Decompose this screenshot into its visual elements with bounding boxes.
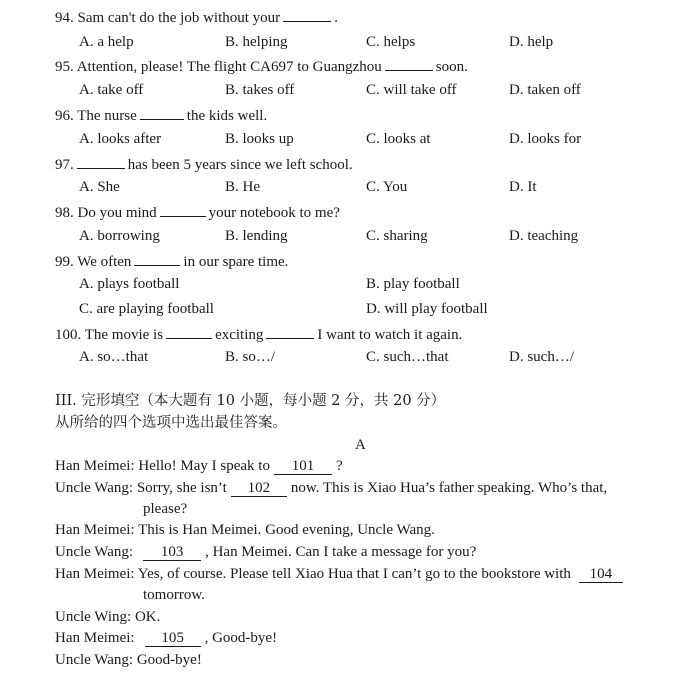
question-text: has been 5 years since we left school. (127, 157, 353, 173)
question-text: in our spare time. (183, 254, 289, 270)
option-b: B. takes off (225, 82, 295, 98)
option-b: B. so…/ (225, 349, 276, 365)
question-number: 95. (55, 59, 74, 75)
question-text: the kids well. (186, 108, 268, 124)
section-instruction: 从所给的四个选项中选出最佳答案。 (55, 415, 287, 431)
question-text: your notebook to me? (208, 205, 340, 221)
answer-blank (134, 251, 180, 266)
option-b: B. looks up (225, 131, 294, 147)
dialogue-text: , Han Meimei. Can I take a message for you? (205, 544, 477, 560)
dialogue-text: Yes, of course. Please tell Xiao Hua that I can’t go to the bookstore with (137, 566, 571, 582)
option-b: B. play football (366, 276, 460, 292)
dialogue-text: Good-bye! (136, 652, 202, 668)
question-text: exciting (215, 327, 264, 343)
answer-blank (385, 56, 433, 71)
dialogue-line (55, 457, 343, 475)
answer-blank (166, 324, 212, 339)
speaker: Han Meimei: (55, 458, 135, 474)
question-98 (55, 202, 340, 222)
option-c: C. are playing football (79, 301, 214, 317)
option-d: D. teaching (509, 228, 579, 244)
answer-blank (77, 154, 125, 169)
option-c: C. sharing (366, 228, 428, 244)
dialogue-text: Sorry, she isn’t (136, 480, 227, 496)
dialogue-line (55, 608, 160, 626)
question-100 (55, 324, 462, 344)
dialogue-text: OK. (134, 609, 161, 625)
option-b: B. lending (225, 228, 288, 244)
question-text: soon. (435, 59, 468, 75)
question-96 (55, 105, 267, 125)
question-94 (55, 7, 338, 27)
option-d: D. will play football (366, 301, 488, 317)
question-text: . (334, 10, 338, 26)
passage-label: A (355, 437, 366, 453)
option-c: C. looks at (366, 131, 431, 147)
answer-blank (140, 105, 184, 120)
question-95 (55, 56, 468, 76)
question-text: Sam can't do the job without your (77, 10, 281, 26)
dialogue-text: ? (335, 458, 343, 474)
question-number: 100. (55, 327, 82, 343)
dialogue-line (55, 479, 607, 497)
section-heading: III. 完形填空（本大题有 10 小题，每小题 2 分，共 20 分） (55, 393, 446, 409)
option-a: A. looks after (79, 131, 162, 147)
option-d: D. taken off (509, 82, 581, 98)
option-a: A. take off (79, 82, 144, 98)
cloze-blank-102: 102 (231, 480, 287, 497)
cloze-blank-105: 105 (145, 630, 201, 647)
cloze-blank-104: 104 (579, 566, 623, 583)
option-c: C. will take off (366, 82, 457, 98)
question-number: 98. (55, 205, 74, 221)
question-number: 94. (55, 10, 74, 26)
answer-blank (283, 7, 331, 22)
speaker: Uncle Wang: (55, 652, 134, 668)
speaker: Han Meimei: (55, 522, 135, 538)
dialogue-line (55, 565, 627, 583)
dialogue-line (55, 543, 476, 561)
dialogue-text: , Good-bye! (204, 630, 278, 646)
question-text: The movie is (84, 327, 164, 343)
speaker: Uncle Wang: (55, 480, 134, 496)
speaker: Han Meimei: (55, 630, 135, 646)
dialogue-line (55, 629, 277, 647)
option-a: A. She (79, 179, 120, 195)
dialogue-text: now. This is Xiao Hua’s father speaking. Who’s that, (290, 480, 608, 496)
option-a: A. a help (79, 34, 134, 50)
option-a: A. borrowing (79, 228, 160, 244)
dialogue-text: Hello! May I speak to (138, 458, 270, 474)
question-number: 97. (55, 157, 74, 173)
question-text: I want to watch it again. (317, 327, 463, 343)
dialogue-line (55, 651, 202, 669)
option-d: D. such…/ (509, 349, 574, 365)
speaker: Uncle Wang: (55, 544, 134, 560)
dialogue-continuation: tomorrow. (143, 587, 205, 603)
option-c: C. such…that (366, 349, 449, 365)
dialogue-line (55, 521, 435, 539)
question-text: The nurse (77, 108, 137, 124)
answer-blank (160, 202, 206, 217)
option-d: D. It (509, 179, 537, 195)
cloze-blank-103: 103 (143, 544, 201, 561)
question-text: Attention, please! The flight CA697 to Guangzhou (76, 59, 382, 75)
option-b: B. He (225, 179, 260, 195)
option-a: A. so…that (79, 349, 149, 365)
cloze-blank-101: 101 (274, 458, 332, 475)
option-b: B. helping (225, 34, 288, 50)
option-d: D. looks for (509, 131, 582, 147)
option-a: A. plays football (79, 276, 180, 292)
speaker: Han Meimei: (55, 566, 135, 582)
question-99 (55, 251, 288, 271)
dialogue-continuation: please? (143, 501, 188, 517)
option-c: C. You (366, 179, 408, 195)
option-c: C. helps (366, 34, 416, 50)
question-97 (55, 154, 353, 174)
dialogue-text: This is Han Meimei. Good evening, Uncle Wang. (138, 522, 435, 538)
option-d: D. help (509, 34, 554, 50)
question-text: We often (77, 254, 132, 270)
answer-blank (266, 324, 314, 339)
speaker: Uncle Wing: (55, 609, 132, 625)
question-text: Do you mind (77, 205, 157, 221)
question-number: 96. (55, 108, 74, 124)
question-number: 99. (55, 254, 74, 270)
